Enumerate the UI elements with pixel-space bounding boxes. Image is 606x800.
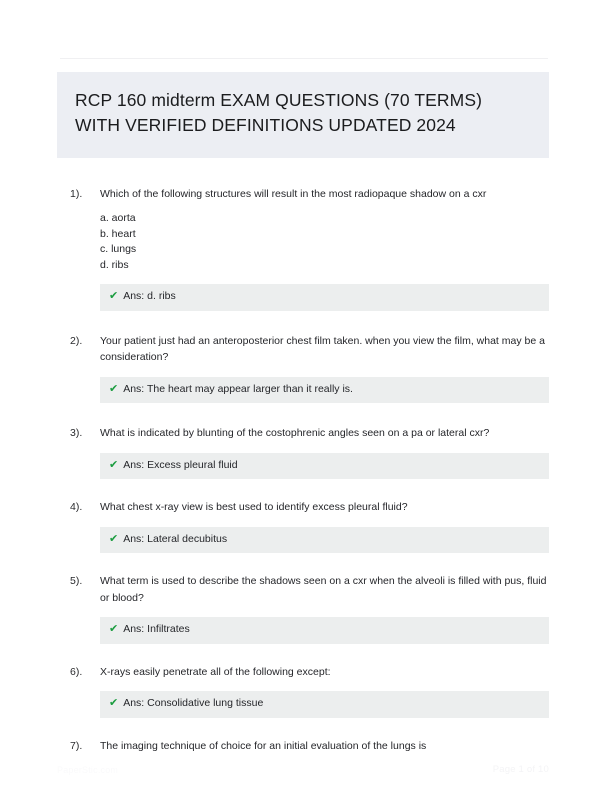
question-number: 7). [70, 739, 83, 752]
footer-page-number: Page 1 of 10 [492, 764, 549, 775]
answer-bar [100, 377, 549, 404]
answer-option[interactable]: b. heart [100, 227, 136, 240]
answer-text: Ans: The heart may appear larger than it really is. [123, 382, 353, 395]
question-number: 4). [70, 501, 83, 514]
document-title-block [57, 72, 549, 158]
question-item [57, 664, 549, 718]
answer-text: Ans: Consolidative lung tissue [123, 697, 264, 709]
question-header [57, 573, 549, 606]
answer-bar [100, 691, 549, 718]
check-mark-icon: ✔ [109, 458, 119, 471]
check-mark-icon: ✔ [109, 697, 119, 709]
question-text: X-rays easily penetrate all of the following except: [100, 665, 331, 678]
question-number: 2). [70, 335, 83, 348]
check-mark-icon: ✔ [109, 382, 119, 395]
question-item [57, 499, 549, 553]
answer-text: Ans: Infiltrates [123, 622, 190, 635]
question-item [57, 186, 549, 311]
answer-bar [100, 617, 549, 644]
question-text: Your patient just had an anteroposterior chest film taken. when you view the film, what may be a consideration? [100, 335, 545, 364]
answer-option[interactable]: a. aorta [100, 212, 136, 225]
answer-option[interactable]: d. ribs [100, 258, 129, 271]
question-item [57, 425, 549, 479]
answer-text: Ans: Lateral decubitus [123, 532, 228, 545]
answer-text: Ans: Excess pleural fluid [123, 458, 238, 471]
page-footer [57, 764, 549, 775]
answer-option[interactable]: c. lungs [100, 243, 137, 256]
page-title: RCP 160 midterm EXAM QUESTIONS (70 TERMS) WITH VERIFIED DEFINITIONS UPDATED 2024 [75, 90, 483, 135]
check-mark-icon: ✔ [109, 622, 119, 635]
question-number: 6). [70, 665, 83, 678]
question-header [57, 186, 549, 202]
question-text: Which of the following structures will result in the most radiopaque shadow on a cxr [100, 188, 487, 200]
question-header [57, 333, 549, 366]
questions-list [57, 186, 549, 770]
header-divider [60, 58, 548, 59]
answer-bar [100, 453, 549, 480]
footer-watermark: PaperStic.com [57, 764, 119, 775]
answer-text: Ans: d. ribs [123, 290, 176, 303]
answer-options-list [100, 211, 549, 273]
question-number: 5). [70, 575, 83, 588]
question-header [57, 499, 549, 515]
question-text: What chest x-ray view is best used to identify excess pleural fluid? [100, 501, 408, 514]
question-item [57, 333, 549, 403]
check-mark-icon: ✔ [109, 532, 119, 545]
question-item [57, 738, 549, 754]
answer-bar [100, 284, 549, 311]
question-text: What term is used to describe the shadows seen on a cxr when the alveoli is filled with pus, fluid or blood? [100, 575, 547, 604]
check-mark-icon: ✔ [109, 290, 119, 303]
question-number: 3). [70, 427, 83, 440]
question-header [57, 664, 549, 680]
question-text: What is indicated by blunting of the costophrenic angles seen on a pa or lateral cxr? [100, 427, 490, 440]
question-header [57, 738, 549, 754]
question-text: The imaging technique of choice for an initial evaluation of the lungs is [100, 739, 427, 752]
question-item [57, 573, 549, 643]
answer-bar [100, 527, 549, 554]
question-header [57, 425, 549, 441]
question-number: 1). [70, 188, 83, 200]
